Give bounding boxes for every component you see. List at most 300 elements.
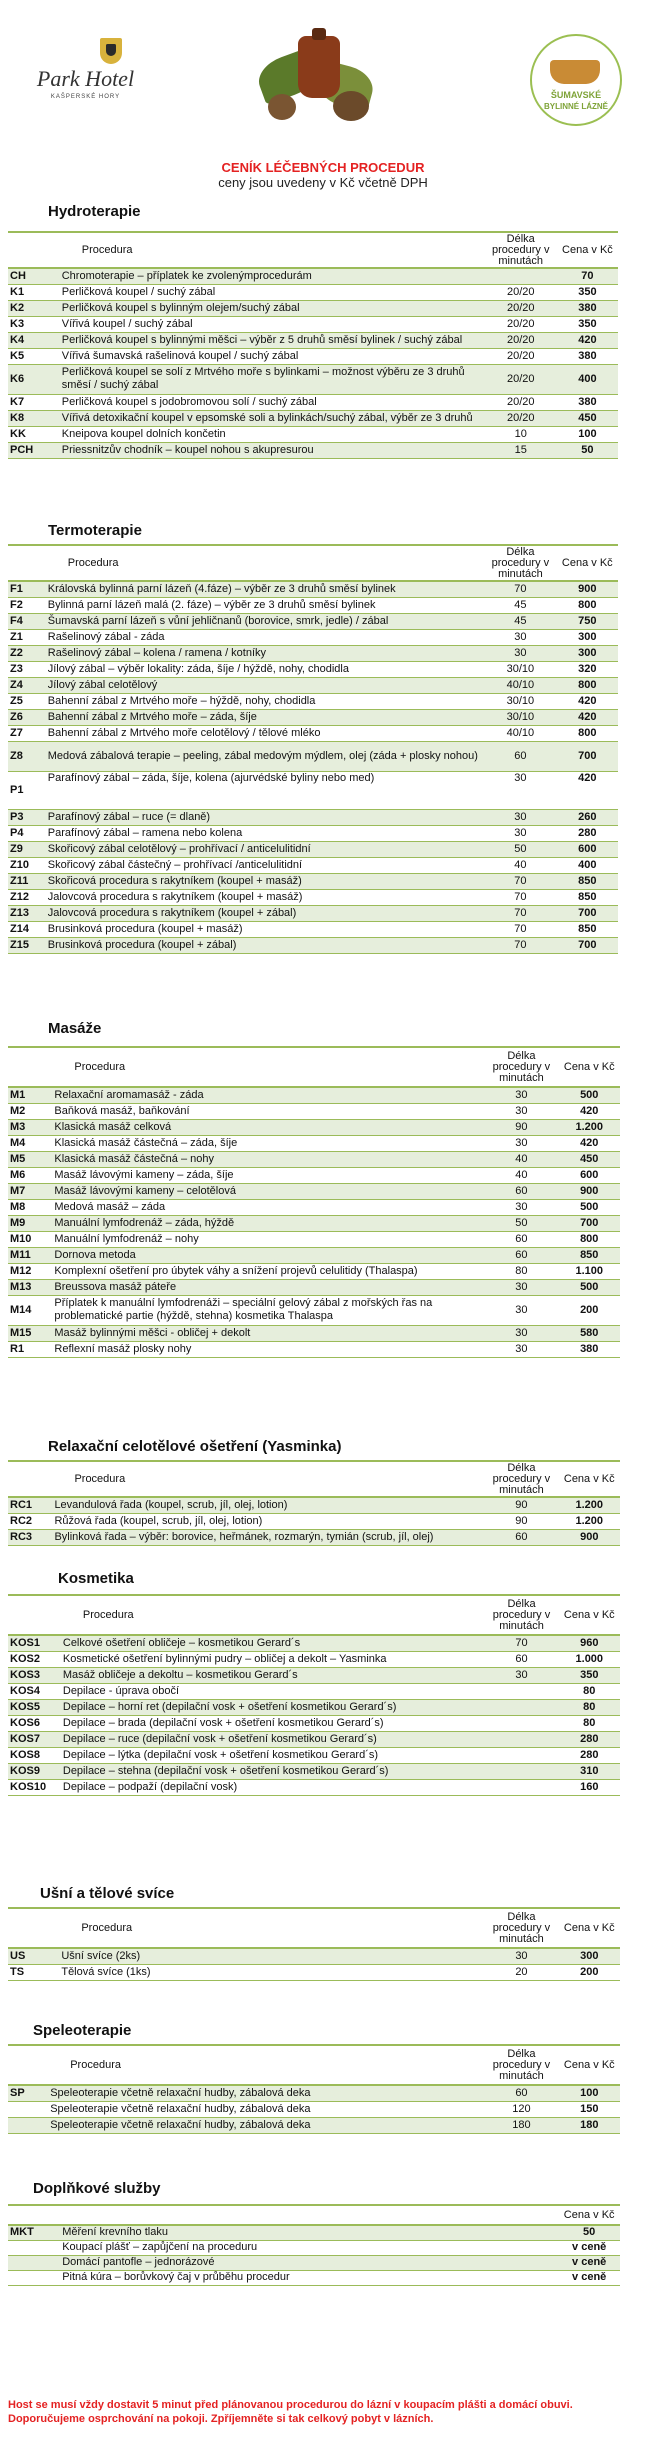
row-code: P4 [8,825,46,841]
table-row [8,677,618,693]
row-code: P3 [8,809,46,825]
row-code: RC1 [8,1497,52,1513]
row-price: 1.200 [559,1513,620,1529]
row-duration: 70 [484,581,556,597]
price-table [8,1460,620,1546]
header-procedure: Procedura [81,243,133,256]
row-duration: 20/20 [485,410,557,426]
row-code: Z3 [8,661,46,677]
section-title: Doplňkové služby [33,2180,161,2197]
logo-sub-text: KAŠPERSKÉ HORY [50,94,121,100]
header-duration [487,2205,558,2225]
table-row [8,348,618,364]
table-row [8,771,618,809]
row-code [8,2101,48,2117]
table-row [8,725,618,741]
row-duration: 40 [484,1151,558,1167]
row-code: CH [8,268,60,284]
table-row [8,937,618,953]
row-procedure: Perličková koupel s jodobromovou solí / suchý zábal [60,394,485,410]
table-row [8,1199,620,1215]
row-procedure: Rašelinový zábal - záda [46,629,484,645]
row-duration [484,1779,558,1795]
row-procedure: Manuální lymfodrenáž – nohy [52,1231,484,1247]
row-price: 450 [557,410,618,426]
row-price: 280 [559,1747,620,1763]
row-duration: 60 [484,1247,558,1263]
table-row [8,1295,620,1325]
row-price: 380 [557,394,618,410]
table-row [8,1325,620,1341]
row-procedure: Manuální lymfodrenáž – záda, hýždě [52,1215,484,1231]
table-row [8,1119,620,1135]
bathtub-icon [550,60,600,84]
row-price: 450 [559,1151,621,1167]
row-code: Z11 [8,873,46,889]
row-code: Z13 [8,905,46,921]
table-header-row [8,1595,620,1635]
row-duration: 30 [484,1135,558,1151]
table-row [8,2117,620,2133]
row-code: KOS3 [8,1667,61,1683]
header-duration: Délka procedury v minutách [491,232,550,267]
row-duration: 30 [484,1325,558,1341]
row-procedure: Depilace – podpaží (depilační vosk) [61,1779,485,1795]
table-row [8,2225,620,2240]
row-price: 420 [559,1103,621,1119]
row-duration: 70 [484,921,556,937]
row-duration: 40/10 [484,725,556,741]
row-code: PCH [8,442,60,458]
row-procedure: Klasická masáž částečná – záda, šíje [52,1135,484,1151]
table-row [8,1948,620,1964]
row-procedure: Měření krevního tlaku [60,2225,487,2240]
row-procedure: Medová masáž – záda [52,1199,484,1215]
row-duration: 60 [484,1183,558,1199]
row-duration: 20/20 [485,332,557,348]
row-code: KOS6 [8,1715,61,1731]
row-code: KOS5 [8,1699,61,1715]
table-row [8,1263,620,1279]
row-code: KOS10 [8,1779,61,1795]
table-row [8,645,618,661]
row-code: K1 [8,284,60,300]
row-duration: 60 [484,1231,558,1247]
page-subtitle: ceny jsou uvedeny v Kč včetně DPH [218,175,428,190]
row-procedure: Masáž lávovými kameny – celotělová [52,1183,484,1199]
row-duration [484,1683,558,1699]
row-duration: 10 [485,426,557,442]
row-duration: 70 [484,889,556,905]
row-price: 700 [557,937,618,953]
row-duration: 40 [484,857,556,873]
row-code: KK [8,426,60,442]
row-code: M11 [8,1247,52,1263]
row-duration: 30/10 [484,709,556,725]
table-row [8,426,618,442]
row-code: K7 [8,394,60,410]
row-procedure: Kosmetické ošetření bylinnými pudry – obličej a dekolt – Yasminka [61,1651,485,1667]
header-code [8,545,46,581]
row-code: M3 [8,1119,52,1135]
section-title: Relaxační celotělové ošetření (Yasminka) [48,1438,342,1455]
row-duration: 40 [484,1167,558,1183]
header-code [8,2045,48,2085]
header-procedure [60,2205,487,2225]
table-row [8,1731,620,1747]
sumavske-lazne-logo [530,34,622,126]
table-row [8,825,618,841]
section-title: Termoterapie [48,522,142,539]
row-duration: 40/10 [484,677,556,693]
row-price: 1.200 [559,1497,620,1513]
row-code: M13 [8,1279,52,1295]
row-code: KOS7 [8,1731,61,1747]
table-row [8,1763,620,1779]
row-price: 180 [559,2117,620,2133]
header-price: Cena v Kč [561,556,613,569]
row-price: 200 [559,1295,621,1325]
table-header-row [8,545,618,581]
row-code: Z12 [8,889,46,905]
header-code [8,2205,60,2225]
row-price: 600 [559,1167,621,1183]
price-table [8,2204,620,2286]
row-price: 900 [557,581,618,597]
table-row [8,268,618,284]
row-duration: 20/20 [485,300,557,316]
row-code: Z10 [8,857,46,873]
header-procedure: Procedura [74,1060,126,1073]
row-procedure: Depilace – lýtka (depilační vosk + ošetření kosmetikou Gerard´s) [61,1747,485,1763]
table-row [8,809,618,825]
row-price: 80 [559,1683,620,1699]
table-row [8,1167,620,1183]
row-code: K6 [8,364,60,394]
row-code: MKT [8,2225,60,2240]
row-procedure: Brusinková procedura (koupel + masáž) [46,921,484,937]
row-duration [484,1747,558,1763]
row-price: 580 [559,1325,621,1341]
row-duration: 30/10 [484,661,556,677]
row-price: 350 [557,316,618,332]
row-code: M9 [8,1215,52,1231]
row-code: P1 [8,771,46,809]
table-row [8,1135,620,1151]
row-price: 100 [559,2085,620,2101]
row-price: 500 [559,1279,621,1295]
header-code [8,1461,52,1497]
row-code: RC2 [8,1513,52,1529]
row-procedure: Bahenní zábal z Mrtvého moře celotělový / tělové mléko [46,725,484,741]
row-duration [487,2255,558,2270]
row-procedure: Celkové ošetření obličeje – kosmetikou Gerard´s [61,1635,485,1651]
logo-right-line2: BYLINNÉ LÁZNĚ [544,102,608,111]
header-code [8,1908,59,1948]
row-procedure: Speleoterapie včetně relaxační hudby, zábalová deka [48,2101,484,2117]
table-row [8,284,618,300]
row-code: F1 [8,581,46,597]
header-code [8,1047,52,1087]
table-row [8,857,618,873]
row-procedure: Skořicový zábal částečný – prohřívací /anticelulitidní [46,857,484,873]
table-row [8,2240,620,2255]
row-code: Z1 [8,629,46,645]
logo-right-line1: ŠUMAVSKÉ [550,90,602,100]
header-duration: Délka procedury v minutách [492,1910,551,1945]
row-duration: 70 [484,873,556,889]
page-header [0,0,646,150]
footer-note: Host se musí vždy dostavit 5 minut před plánovanou procedurou do lázní v koupacím plášti a domácí obuvi. Doporučujeme osprchování na pokoji. Zpříjemněte si tak celkový pobyt v lázních. [8,2399,573,2425]
table-row [8,1341,620,1357]
row-procedure: Skořicový zábal celotělový – prohřívací / anticelulitidní [46,841,484,857]
row-code: KOS1 [8,1635,61,1651]
row-code: R1 [8,1341,52,1357]
row-code: K4 [8,332,60,348]
row-procedure: Jalovcová procedura s rakytníkem (koupel + zábal) [46,905,484,921]
row-duration [484,1731,558,1747]
table-header-row [8,2045,620,2085]
row-duration: 20 [484,1964,558,1980]
row-duration: 90 [484,1119,558,1135]
row-code: KOS4 [8,1683,61,1699]
row-price: 260 [557,809,618,825]
row-duration: 80 [484,1263,558,1279]
table-row [8,1529,620,1545]
row-price: 280 [557,825,618,841]
row-price: 420 [557,693,618,709]
row-procedure: Vířivá koupel / suchý zábal [60,316,485,332]
table-row [8,905,618,921]
row-procedure: Parafínový zábal – ruce (= dlaně) [46,809,484,825]
row-price: 850 [557,873,618,889]
row-procedure: Rašelinový zábal – kolena / ramena / kotníky [46,645,484,661]
row-price: v ceně [558,2255,620,2270]
header-price: Cena v Kč [563,1060,615,1073]
row-duration [484,1763,558,1779]
row-code: Z6 [8,709,46,725]
park-hotel-logo [28,38,143,108]
row-duration [487,2240,558,2255]
header-duration: Délka procedury v minutách [492,1597,551,1632]
row-duration: 90 [484,1497,558,1513]
row-code: M6 [8,1167,52,1183]
table-row [8,2270,620,2285]
row-code: M12 [8,1263,52,1279]
row-duration: 30 [484,1948,558,1964]
header-price: Cena v Kč [562,243,613,256]
header-code [8,232,60,268]
row-duration: 70 [484,937,556,953]
row-procedure: Perličková koupel se solí z Mrtvého moře s bylinkami – možnost výběru ze 3 druhů směsí / suchý zábal [60,364,485,394]
table-row [8,873,618,889]
row-duration: 20/20 [485,348,557,364]
header-duration: Délka procedury v minutách [492,1461,551,1496]
row-code: M2 [8,1103,52,1119]
row-price: v ceně [558,2270,620,2285]
row-code: Z4 [8,677,46,693]
row-duration: 30 [484,1279,558,1295]
row-duration: 30 [484,645,556,661]
row-procedure: Masáž lávovými kameny – záda, šíje [52,1167,484,1183]
table-row [8,613,618,629]
row-code: K5 [8,348,60,364]
row-procedure: Jílový zábal – výběr lokality: záda, šíje / hýždě, nohy, chodidla [46,661,484,677]
row-procedure: Jílový zábal celotělový [46,677,484,693]
row-duration: 45 [484,613,556,629]
row-duration: 30 [484,1667,558,1683]
row-code: US [8,1948,59,1964]
header-price: Cena v Kč [563,1921,615,1934]
row-duration: 30 [484,629,556,645]
table-row [8,442,618,458]
row-code: Z15 [8,937,46,953]
table-row [8,2085,620,2101]
row-price: 900 [559,1529,620,1545]
row-procedure: Šumavská parní lázeň s vůní jehličnanů (borovice, smrk, jedle) / zábal [46,613,484,629]
section-title: Masáže [48,1020,102,1037]
table-header-row [8,232,618,268]
table-row [8,1635,620,1651]
row-procedure: Depilace – brada (depilační vosk + ošetření kosmetikou Gerard´s) [61,1715,485,1731]
row-price: 1.200 [559,1119,621,1135]
table-row [8,1513,620,1529]
row-procedure: Speleoterapie včetně relaxační hudby, zábalová deka [48,2085,484,2101]
header-price: Cena v Kč [563,1608,615,1621]
row-price: 1.000 [559,1651,620,1667]
row-procedure: Klasická masáž částečná – nohy [52,1151,484,1167]
table-row [8,709,618,725]
row-duration: 60 [484,741,556,771]
row-code: F4 [8,613,46,629]
section-title: Speleoterapie [33,2022,132,2039]
price-table [8,2044,620,2134]
row-price: 380 [557,348,618,364]
table-row [8,316,618,332]
header-price: Cena v Kč [563,2058,615,2071]
row-code: KOS2 [8,1651,61,1667]
row-code: M1 [8,1087,52,1103]
row-duration: 30/10 [484,693,556,709]
row-code: Z8 [8,741,46,771]
row-procedure: Dornova metoda [52,1247,484,1263]
row-code: Z14 [8,921,46,937]
row-duration [484,1715,558,1731]
row-price: 350 [559,1667,620,1683]
row-price: 80 [559,1715,620,1731]
row-duration [485,268,557,284]
table-row [8,1667,620,1683]
row-price: 400 [557,364,618,394]
header-procedure: Procedura [81,1921,133,1934]
row-duration: 60 [484,2085,558,2101]
row-code: Z2 [8,645,46,661]
row-price: 850 [559,1247,621,1263]
section-title: Hydroterapie [48,203,141,220]
row-price: 350 [557,284,618,300]
price-table [8,544,618,954]
table-header-row [8,1047,620,1087]
row-price: 300 [559,1948,620,1964]
table-row [8,1151,620,1167]
header-procedure: Procedura [74,1472,126,1485]
row-procedure: Příplatek k manuální lymfodrenáži – speciální gelový zábal z mořských řas na problematické partie (hýždě, stehna) kosmetika Thalaspa [52,1295,484,1325]
row-price: 850 [557,921,618,937]
row-code: Z5 [8,693,46,709]
row-code [8,2117,48,2133]
row-price: 1.100 [559,1263,621,1279]
row-code: K2 [8,300,60,316]
row-procedure: Bylinková řada – výběr: borovice, heřmánek, rozmarýn, tymián (scrub, jíl, olej) [52,1529,484,1545]
price-table [8,1046,620,1358]
row-price: 50 [558,2225,620,2240]
row-price: 80 [559,1699,620,1715]
row-code: M10 [8,1231,52,1247]
row-procedure: Koupací plášť – zapůjčení na proceduru [60,2240,487,2255]
page-title-block [0,160,646,190]
row-code: F2 [8,597,46,613]
header-procedure: Procedura [67,556,119,569]
table-row [8,629,618,645]
table-row [8,1715,620,1731]
row-duration: 90 [484,1513,558,1529]
table-row [8,1747,620,1763]
row-procedure: Perličková koupel s bylinnými měšci – výběr z 5 druhů směsí bylinek / suchý zábal [60,332,485,348]
row-procedure: Chromoterapie – příplatek ke zvolenýmprocedurám [60,268,485,284]
header-duration: Délka procedury v minutách [491,545,550,580]
header-price: Cena v Kč [563,2208,615,2221]
table-row [8,889,618,905]
row-duration [487,2270,558,2285]
table-row [8,1964,620,1980]
header-duration: Délka procedury v minutách [492,2047,551,2082]
header-procedure: Procedura [82,1608,134,1621]
table-row [8,300,618,316]
row-price: 160 [559,1779,620,1795]
row-duration: 50 [484,841,556,857]
table-row [8,2101,620,2117]
row-price: 200 [559,1964,620,1980]
row-price: 420 [557,709,618,725]
table-row [8,1247,620,1263]
row-duration: 15 [485,442,557,458]
row-procedure: Masáž obličeje a dekoltu – kosmetikou Gerard´s [61,1667,485,1683]
row-procedure: Bahenní zábal z Mrtvého moře – hýždě, nohy, chodidla [46,693,484,709]
row-price: 700 [557,741,618,771]
row-procedure: Baňková masáž, baňkování [52,1103,484,1119]
row-code: M15 [8,1325,52,1341]
row-price: 900 [559,1183,621,1199]
row-procedure: Pitná kúra – borůvkový čaj v průběhu procedur [60,2270,487,2285]
row-duration: 30 [484,1087,558,1103]
row-price: 320 [557,661,618,677]
row-code: TS [8,1964,59,1980]
row-procedure: Bahenní zábal z Mrtvého moře – záda, šíje [46,709,484,725]
row-code: SP [8,2085,48,2101]
row-price: 500 [559,1199,621,1215]
table-row [8,364,618,394]
table-row [8,332,618,348]
table-row [8,741,618,771]
row-procedure: Růžová řada (koupel, scrub, jíl, olej, lotion) [52,1513,484,1529]
row-price: 800 [557,597,618,613]
row-code: KOS9 [8,1763,61,1779]
table-row [8,661,618,677]
row-procedure: Jalovcová procedura s rakytníkem (koupel + masáž) [46,889,484,905]
row-duration: 20/20 [485,394,557,410]
row-duration: 30 [484,1199,558,1215]
row-procedure: Breussova masáž páteře [52,1279,484,1295]
